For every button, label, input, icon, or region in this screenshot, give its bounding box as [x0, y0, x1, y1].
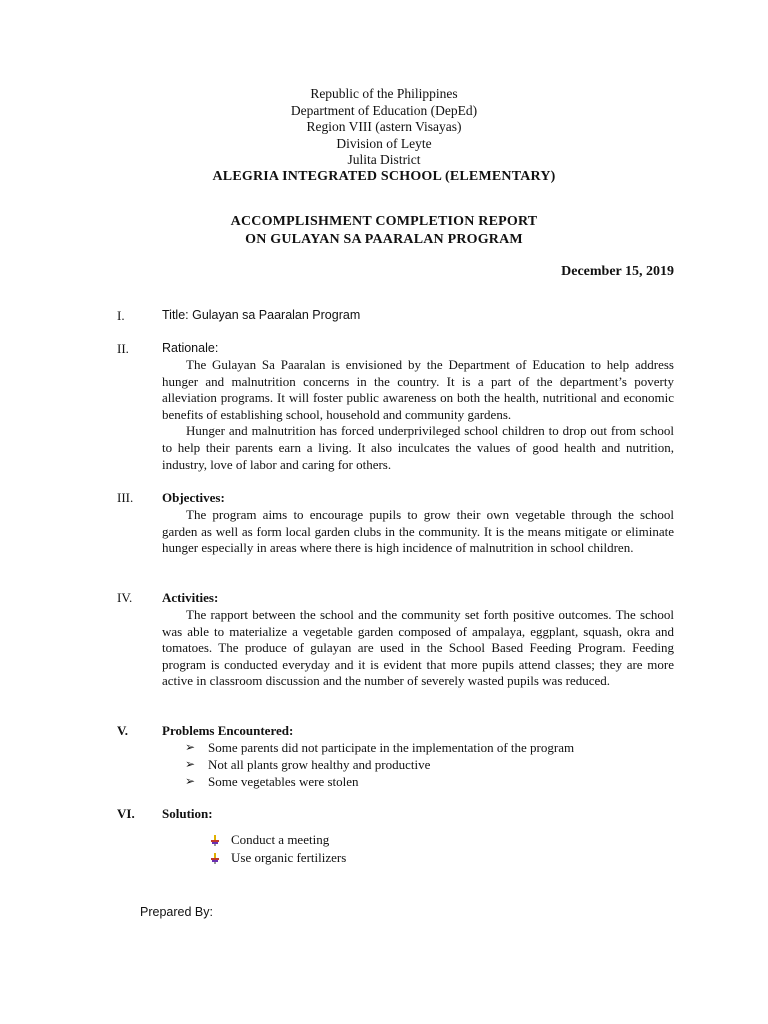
- report-title-line: ON GULAYAN SA PAARALAN PROGRAM: [245, 232, 523, 247]
- paragraph: The program aims to encourage pupils to grow their own vegetable through the school garden as well as form local garden clubs in the community. It is the means mitigate or eliminate hunger especially in areas where there is high incidence of malnutrition in school children.: [162, 507, 674, 556]
- letterhead-line: Region VIII (astern Visayas): [306, 119, 462, 135]
- list-item: [209, 849, 346, 867]
- letterhead-line: Republic of the Philippines: [310, 86, 458, 101]
- list-item: [185, 773, 574, 790]
- section-body: [162, 507, 674, 557]
- section-number: III.: [117, 490, 134, 505]
- arrow-icon: ➢: [185, 757, 196, 771]
- paragraph: Hunger and malnutrition has forced underprivileged school children to drop out from school to help their parents earn a living. It also inculcates the values of good health and nutrition, industry, love of labor and caring for others.: [162, 423, 674, 472]
- solution-list: [209, 831, 346, 867]
- section-label: Objectives:: [162, 490, 225, 505]
- list-item: [185, 739, 574, 756]
- list-item-text: Some parents did not participate in the implementation of the program: [208, 740, 575, 755]
- arrow-icon: ➢: [185, 774, 196, 788]
- section-number: IV.: [117, 590, 133, 605]
- section-label: Title: Gulayan sa Paaralan Program: [162, 308, 361, 322]
- section-body: [162, 607, 674, 690]
- paragraph: The Gulayan Sa Paaralan is envisioned by the Department of Education to help address hunger and malnutrition concerns in the country. It is a part of the department’s poverty alleviation programs. It will foster public awareness on both the health, nutritional and economic benefits of establishing school, household and community gardens.: [162, 357, 674, 422]
- list-item-text: Conduct a meeting: [231, 832, 330, 847]
- letterhead-line: Division of Leyte: [336, 135, 432, 151]
- section-number: V.: [117, 723, 128, 738]
- section-label: Activities:: [162, 590, 219, 605]
- letterhead-line: Department of Education (DepEd): [290, 102, 478, 118]
- prepared-by-label: Prepared By:: [140, 905, 213, 919]
- paragraph: The rapport between the school and the community set forth positive outcomes. The school was able to materialize a vegetable garden composed of ampalaya, eggplant, squash, okra and tomatoes. The produce of gulayan are used in the School Based Feeding Program. Feeding program is conducted everyday and it is evident that more pupils attend classes; they are more active in classroom discussion and the number of severely wasted pupils was reduced.: [162, 607, 674, 689]
- list-item-text: Use organic fertilizers: [231, 850, 347, 865]
- school-name: ALEGRIA INTEGRATED SCHOOL (ELEMENTARY): [212, 168, 556, 184]
- report-title: [0, 213, 768, 249]
- arrow-icon: ➢: [185, 740, 196, 754]
- list-item: [185, 756, 574, 773]
- report-date: December 15, 2019: [561, 264, 674, 279]
- section-label: Rationale:: [162, 341, 219, 355]
- section-label: Problems Encountered:: [162, 723, 294, 738]
- list-item-text: Some vegetables were stolen: [208, 774, 359, 789]
- pushpin-icon: [209, 852, 221, 864]
- section-number: VI.: [117, 806, 135, 821]
- section-body: [162, 357, 674, 473]
- section-number: II.: [117, 341, 129, 356]
- section-label: Solution:: [162, 806, 213, 821]
- problems-list: [185, 739, 574, 790]
- list-item-text: Not all plants grow healthy and productive: [208, 757, 431, 772]
- list-item: [209, 831, 346, 849]
- section-number: I.: [117, 308, 125, 323]
- letterhead: [0, 86, 768, 186]
- report-title-line: ACCOMPLISHMENT COMPLETION REPORT: [230, 214, 538, 229]
- pushpin-icon: [209, 834, 221, 846]
- letterhead-line: Julita District: [347, 152, 421, 168]
